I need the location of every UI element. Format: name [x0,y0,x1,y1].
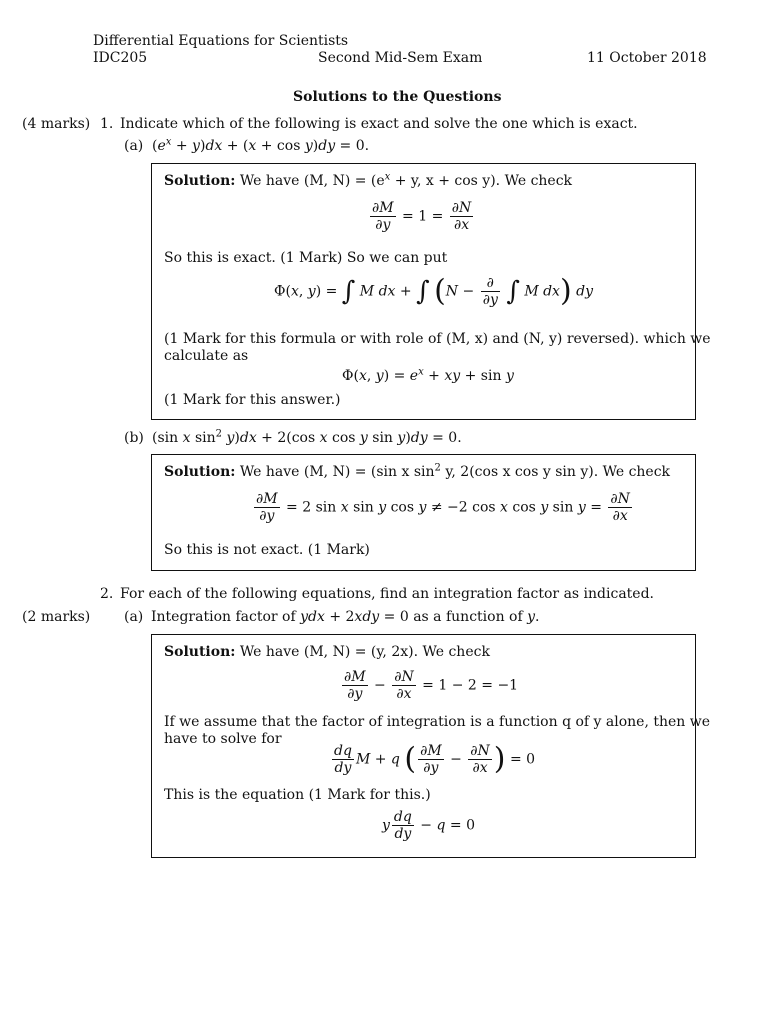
solution-label: Solution: [164,173,236,189]
q1b-solution-line: Solution: We have (M, N) = (sin x $\sin^2 y$, 2(cos x cos y sin y). We check [164,462,671,480]
page-title: Solutions to the Questions [293,89,502,105]
q2a-assume-text-2: have to solve for [164,731,282,747]
q2a-marks: (2 marks) [22,609,91,625]
q1a-check-equation: $\frac{\partial M}{\partial y}$ = 1 = $\frac{\partial N}{\partial x}$ [372,200,472,234]
q1-marks: (4 marks) [22,116,91,132]
q1a-label: (a) [124,138,144,154]
q2a-solution-line: Solution: We have (M, N) = (y, 2x). We check [164,644,490,660]
q1b-label: (b) [124,430,144,446]
solution-label: Solution: [164,644,236,660]
q1a-potential-formula: Φ(x, y) = ∫ M dx + ∫ (N − $\frac{\partial}{\partial y}$ ∫ M dx) dy [274,273,594,309]
course-title: Differential Equations for Scientists [93,33,349,49]
q1b-solution-box [151,454,696,571]
q2-prompt: For each of the following equations, find an integration factor as indicated. [120,586,655,602]
q2a-prompt: Integration factor of ydx + 2xdy = 0 as a function of y. [151,609,540,625]
q1b-check-equation: $\frac{\partial M}{\partial y}$ = 2 sin x sin y cos y ≠ −2 cos x cos y sin y = $\frac{\partial N}{\partial x}$ [256,491,630,525]
course-code: IDC205 [93,50,148,66]
q1a-solution-line: Solution: We have (M, $N) = (e^x + y$, x + cos y). We check [164,171,573,189]
q1a-answer: Φ(x, $y) = e^x$ + xy + sin y [342,366,514,384]
q2a-label: (a) [124,609,144,625]
solution-label: Solution: [164,464,236,480]
q1b-equation: (sin x $\sin^2 y)dx + 2(\cos$ x cos y sin y)dy = 0. [152,428,462,446]
q1-prompt: Indicate which of the following is exact and solve the one which is exact. [120,116,638,132]
exam-date: 11 October 2018 [587,50,707,66]
q1a-formula-note: (1 Mark for this formula or with role of (M, x) and (N, y) reversed). which we [164,331,711,347]
q2a-check-equation: $\frac{\partial M}{\partial y}$ − $\frac{\partial N}{\partial x}$ = 1 − 2 = −1 [344,669,519,703]
q2a-final-equation: y $\frac{dq}{dy}$ − q = 0 [382,809,476,843]
q2a-solution-box [151,634,711,858]
q1a-answer-note: (1 Mark for this answer.) [164,392,341,408]
q2-number: 2. [100,586,114,602]
q1a-formula-note-2: calculate as [164,348,249,364]
q1-number: 1. [100,116,114,132]
exam-name: Second Mid-Sem Exam [318,50,483,66]
q1a-exact-text: So this is exact. (1 Mark) So we can put [164,250,448,266]
q2a-assume-text: If we assume that the factor of integration is a function q of y alone, then we [164,714,711,730]
q1a-equation: $(e^x + y)dx + (x + \cos y)dy = 0$. [152,136,370,154]
q2a-ode-equation: $\frac{dq}{dy}$ M + q ( $\frac{\partial M}{\partial y}$ − $\frac{\partial N}{\partial x}$ ) = 0 [334,741,536,777]
q1a-solution-box [151,163,711,420]
q2a-equation-note: This is the equation (1 Mark for this.) [164,787,431,803]
q1b-conclusion: So this is not exact. (1 Mark) [164,542,370,558]
